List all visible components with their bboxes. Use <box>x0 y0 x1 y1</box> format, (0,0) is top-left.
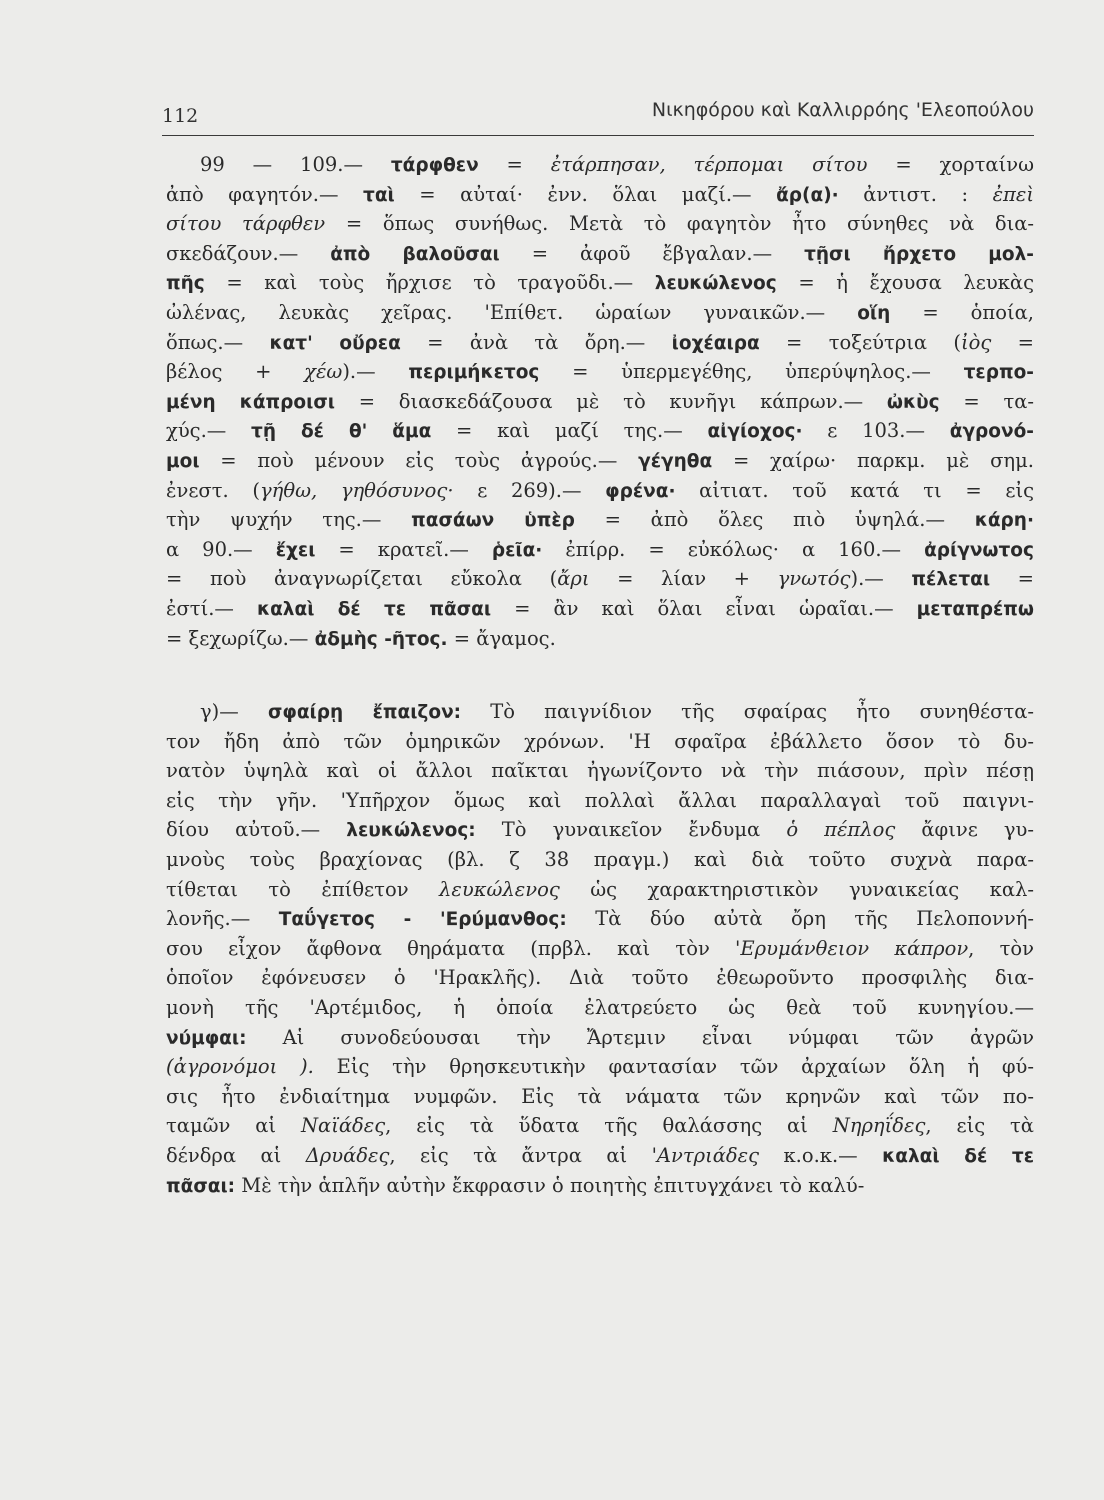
page-header <box>162 95 1034 136</box>
text-line: δένδρα αἱ Δρυάδες, εἰς τὰ ἄντρα αἱ 'Αντριάδες κ.ο.κ.— καλαὶ δέ τε <box>166 1144 1034 1167</box>
text-line: σου εἶχον ἄφθονα θηράματα (πρβλ. καὶ τὸν 'Ερυμάνθειον κάπρον, τὸν <box>166 936 1034 960</box>
text-line: α 90.— ἔχει = κρατεῖ.— ῥεῖα· ἐπίρρ. = εὐκόλως· α 160.— ἀρίγνωτος <box>166 537 1034 561</box>
text-line: = ξεχωρίζω.— ἀδμὴς -ῆτος. = ἄγαμος. <box>166 626 556 650</box>
text-line: δίου αὐτοῦ.— λευκώλενος: Τὸ γυναικεῖον ἔνδυμα ὁ πέπλος ἄφινε γυ- <box>166 818 1034 842</box>
paragraph-gap <box>166 653 1034 697</box>
text-line: νατὸν ὑψηλὰ καὶ οἱ ἄλλοι παῖκται ἠγωνίζοντο νὰ τὴν πιάσουν, πρὶν πέσῃ <box>166 759 1034 783</box>
text-line: μοι = ποὺ μένουν εἰς τοὺς ἀγρούς.— γέγηθα = χαίρω· παρκμ. μὲ σημ. <box>166 448 1034 472</box>
text-line: χύς.— τῇ δέ θ' ἅμα = καὶ μαζί της.— αἰγίοχος· ε 103.— ἀγρονό- <box>166 419 1034 443</box>
text-line: ἀπὸ φαγητόν.— ταὶ = αὐταί· ἐνν. ὅλαι μαζί.— ἄρ(α)· ἀντιστ. : ἐπεὶ <box>166 182 1034 206</box>
text-line: σις ἦτο ἐνδιαίτημα νυμφῶν. Εἰς τὰ νάματα τῶν κρηνῶν καὶ τῶν πο- <box>166 1084 1034 1108</box>
text-line: ἐστί.— καλαὶ δέ τε πᾶσαι = ἂν καὶ ὅλαι εἶναι ὡραῖαι.— μεταπρέπω <box>166 596 1034 620</box>
text-line: σκεδάζουν.— ἀπὸ βαλοῦσαι = ἀφοῦ ἔβγαλαν.— τῇσι ἤρχετο μολ- <box>166 241 1034 265</box>
body-text <box>166 150 1034 1200</box>
text-line: τον ἤδη ἀπὸ τῶν ὁμηρικῶν χρόνων. 'Η σφαῖρα ἐβάλλετο ὅσον τὸ δυ- <box>166 729 1034 753</box>
text-line: 99 — 109.— τάρφθεν = ἐτάρπησαν, τέρπομαι σίτου = χορταίνω <box>200 153 1034 176</box>
text-line: πῆς = καὶ τοὺς ἤρχισε τὸ τραγοῦδι.— λευκώλενος = ἡ ἔχουσα λευκὰς <box>166 271 1034 295</box>
page-number: 112 <box>162 105 199 127</box>
running-head: Νικηφόρου καὶ Καλλιρρόης 'Ελεοπούλου <box>651 99 1034 121</box>
text-line: μένη κάπροισι = διασκεδάζουσα μὲ τὸ κυνῆγι κάπρων.— ὠκὺς = τα- <box>166 389 1034 413</box>
text-line: λονῆς.— Ταΰγετος - 'Ερύμανθος: Τὰ δύο αὐτὰ ὄρη τῆς Πελοποννή- <box>166 907 1034 931</box>
text-line: πᾶσαι: Μὲ τὴν ἁπλῆν αὐτὴν ἔκφρασιν ὁ ποιητὴς ἐπιτυγχάνει τὸ καλύ- <box>166 1173 865 1197</box>
text-line: ὁποῖον ἐφόνευσεν ὁ 'Ηρακλῆς). Διὰ τοῦτο ἐθεωροῦντο προσφιλὴς δια- <box>166 966 1034 990</box>
text-line: μονὴ τῆς 'Αρτέμιδος, ἡ ὁποία ἐλατρεύετο ὡς θεὰ τοῦ κυνηγίου.— <box>166 996 1034 1020</box>
text-line: = ποὺ ἀναγνωρίζεται εὔκολα (ἄρι = λίαν + γνωτός).— πέλεται = <box>166 567 1034 591</box>
text-line: γ)— σφαίρῃ ἔπαιζον: Τὸ παιγνίδιον τῆς σφαίρας ἦτο συνηθέστα- <box>200 700 1034 724</box>
text-line: ταμῶν αἱ Ναϊάδες, εἰς τὰ ὕδατα τῆς θαλάσσης αἱ Νηρηΐδες, εἰς τὰ <box>166 1114 1034 1138</box>
text-line: βέλος + χέω).— περιμήκετος = ὑπερμεγέθης, ὑπερύψηλος.— τερπο- <box>166 360 1034 384</box>
text-line: (ἀγρονόμοι ). Εἰς τὴν θρησκευτικὴν φαντασίαν τῶν ἀρχαίων ὅλη ἡ φύ- <box>166 1055 1034 1079</box>
text-line: ὅπως.— κατ' οὔρεα = ἀνὰ τὰ ὄρη.— ἰοχέαιρα = τοξεύτρια (ἰὸς = <box>166 330 1034 354</box>
text-line: εἰς τὴν γῆν. 'Υπῆρχον ὅμως καὶ πολλαὶ ἄλλαι παραλλαγαὶ τοῦ παιγνι- <box>166 788 1034 812</box>
text-line: νύμφαι: Αἱ συνοδεύουσαι τὴν Ἄρτεμιν εἶναι νύμφαι τῶν ἀγρῶν <box>166 1025 1034 1049</box>
text-line: τὴν ψυχήν της.— πασάων ὑπὲρ = ἀπὸ ὅλες πιὸ ὑψηλά.— κάρη· <box>166 508 1034 532</box>
commentary-paragraph-2 <box>166 697 1034 1200</box>
text-line: ἐνεστ. (γήθω, γηθόσυνος· ε 269).— φρένα· αἰτιατ. τοῦ κατά τι = εἰς <box>166 478 1034 502</box>
text-line: σίτου τάρφθεν = ὅπως συνήθως. Μετὰ τὸ φαγητὸν ἦτο σύνηθες νὰ δια- <box>166 212 1034 236</box>
commentary-paragraph-1 <box>166 150 1034 653</box>
text-line: μνοὺς τοὺς βραχίονας (βλ. ζ 38 πραγμ.) καὶ διὰ τοῦτο συχνὰ παρα- <box>166 848 1034 872</box>
text-line: ὠλένας, λευκὰς χεῖρας. 'Επίθετ. ὡραίων γυναικῶν.— οἵη = ὁποία, <box>166 300 1034 324</box>
text-line: τίθεται τὸ ἐπίθετον λευκώλενος ὡς χαρακτηριστικὸν γυναικείας καλ- <box>166 877 1034 901</box>
